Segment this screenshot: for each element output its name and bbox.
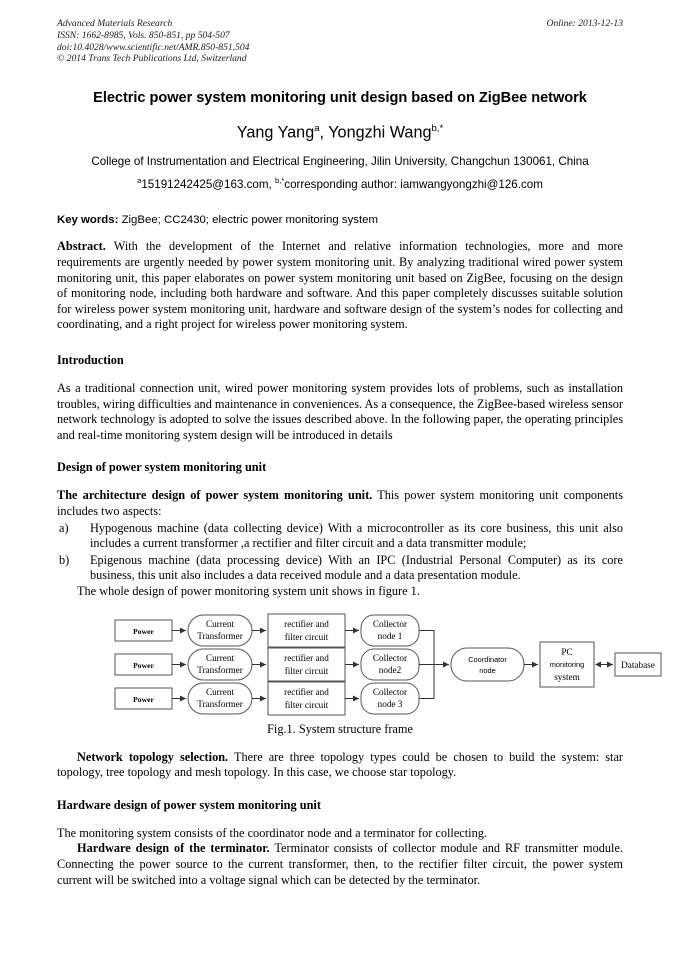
topology-label: Network topology selection. — [77, 749, 229, 764]
ct-1-label-line1: Current — [205, 618, 235, 629]
doi-line: doi:10.4028/www.scientific.net/AMR.850-851.504 — [57, 41, 250, 53]
author-emails — [57, 176, 623, 191]
ct-2-label-line1: Current — [205, 652, 235, 663]
keywords-value: ZigBee; CC2430; electric power monitoring system — [118, 214, 378, 227]
author-1-affil-marker: a — [314, 123, 320, 135]
keywords-line — [57, 214, 623, 226]
rect-3-label-line2: filter circuit — [284, 699, 329, 710]
heading-introduction: Introduction — [57, 353, 124, 367]
author-1-name: Yang Yang — [236, 123, 315, 142]
copyright-line: © 2014 Trans Tech Publications Ltd, Switzerland — [57, 53, 247, 65]
terminator-text: Terminator consists of collector module and RF transmitter module. Connecting the power source to the current transformer, then, to the rectifier filter circuit, the power system current will be switched into a voltage signal which can be detected by the terminator. — [57, 841, 623, 887]
journal-name: Advanced Materials Research — [57, 18, 173, 29]
hardware-paragraph: The monitoring system consists of the coordinator node and a terminator for collecting. — [57, 825, 487, 840]
power-box-1-label: Power — [133, 626, 154, 636]
architecture-text: This power system monitoring unit components includes two aspects: — [57, 488, 623, 518]
author-2-affil-marker: b,* — [431, 123, 444, 135]
figure-caption: Fig.1. System structure frame — [267, 721, 413, 736]
email-b-marker: b,* — [274, 175, 285, 185]
pc-label-line3: system — [554, 671, 580, 682]
page-title: Electric power system monitoring unit design based on ZigBee network — [93, 90, 587, 107]
whole-design-paragraph: The whole design of power monitoring system unit shows in figure 1. — [77, 583, 420, 598]
list-text-b: Epigenous machine (data processing device) With an IPC (Industrial Personal Computer) as its core business, this unit also includes a data received module and a data presentation module. — [90, 552, 623, 583]
pc-label-line1: PC — [561, 646, 573, 657]
paper-content — [57, 18, 655, 888]
author-separator: , — [319, 123, 329, 142]
coordinator-node-box — [451, 648, 524, 681]
power-box-2-label: Power — [133, 660, 154, 670]
list-item — [57, 553, 623, 584]
rect-1-label-line1: rectifier and — [284, 618, 329, 629]
ct-1-label-line2: Transformer — [197, 630, 243, 641]
pc-label-line2: monitoring — [549, 659, 585, 669]
email-a: 15191242425@163.com, — [141, 177, 275, 191]
affiliation: College of Instrumentation and Electrical Engineering, Jilin University, Changchun 130061, China — [91, 154, 589, 168]
list-marker-b: b) — [59, 552, 70, 567]
list-item — [57, 521, 623, 552]
collector-2-label-line2: node2 — [378, 664, 402, 675]
ct-3-label-line2: Transformer — [197, 698, 243, 709]
list-marker-a: a) — [59, 520, 69, 535]
coordinator-label-line1: Coordinator — [468, 654, 507, 664]
collector-3-label-line1: Collector — [372, 686, 408, 697]
ct-2-label-line2: Transformer — [197, 664, 243, 675]
collector-2-label-line1: Collector — [372, 652, 408, 663]
rect-3-label-line1: rectifier and — [284, 686, 329, 697]
author-2-name: Yongzhi Wang — [328, 123, 432, 142]
keywords-label: Key words: — [57, 214, 119, 227]
rect-1-label-line2: filter circuit — [284, 631, 329, 642]
topology-paragraph — [57, 750, 623, 781]
ct-3-label-line1: Current — [205, 686, 235, 697]
abstract-label: Abstract. — [57, 239, 106, 254]
abstract-text: With the development of the Internet and relative information technologies, more and more requirements are urgently needed by power system monitoring unit. By analyzing traditional wired power system monitoring unit, this paper elaborates on power system monitoring unit based on ZigBee, focusing on the design of monitoring node, including both hardware and software. And this paper completely discusses suitable solution for wireless power system monitoring unit, hardware and software design of the system’s nodes for collecting and coordinating, and a right project for wireless power monitoring system. — [57, 239, 623, 332]
architecture-paragraph — [57, 488, 623, 519]
architecture-label: The architecture design of power system monitoring unit. — [57, 488, 373, 503]
system-structure-diagram — [57, 610, 655, 714]
issn-line: ISSN: 1662-8985, Vols. 850-851, pp 504-507 — [57, 29, 230, 41]
database-label: Database — [621, 659, 655, 670]
rect-2-label-line2: filter circuit — [284, 665, 329, 676]
rect-2-label-line1: rectifier and — [284, 652, 329, 663]
email-b: corresponding author: iamwangyongzhi@126.com — [284, 177, 543, 191]
architecture-list — [57, 521, 623, 584]
collector-1-label-line1: Collector — [372, 618, 408, 629]
collector-3-label-line2: node 3 — [377, 698, 403, 709]
email-a-marker: a — [137, 175, 142, 185]
author-list — [57, 123, 623, 142]
abstract-paragraph — [57, 239, 623, 333]
figure-system-structure — [57, 610, 655, 714]
heading-hardware-design: Hardware design of power system monitoring unit — [57, 797, 321, 812]
power-box-3-label: Power — [133, 694, 154, 704]
introduction-paragraph: As a traditional connection unit, wired power monitoring system provides lots of problems, such as installation troubles, wiring difficulties and maintenance in conveniences. As a consequence, the ZigBee-based wireless sensor network technology is adopted to solve the issues described above. In the following paper, the operating principles and real-time monitoring system design will be introduced in details — [57, 381, 623, 442]
topology-text: There are three topology types could be chosen to build the system: star topology, tree topology and mesh topology. In this case, we choose star topology. — [57, 749, 623, 780]
terminator-paragraph — [57, 841, 623, 888]
collector-1-label-line2: node 1 — [377, 630, 403, 641]
online-date: Online: 2013-12-13 — [546, 18, 623, 29]
heading-design: Design of power system monitoring unit — [57, 460, 267, 475]
list-text-a: Hypogenous machine (data collecting device) With a microcontroller as its core business, this unit also includes a current transformer ,a rectifier and filter circuit and a data transmitter module; — [90, 520, 623, 551]
terminator-label: Hardware design of the terminator. — [77, 841, 270, 856]
coordinator-label-line2: node — [479, 665, 496, 675]
journal-header — [57, 18, 623, 65]
